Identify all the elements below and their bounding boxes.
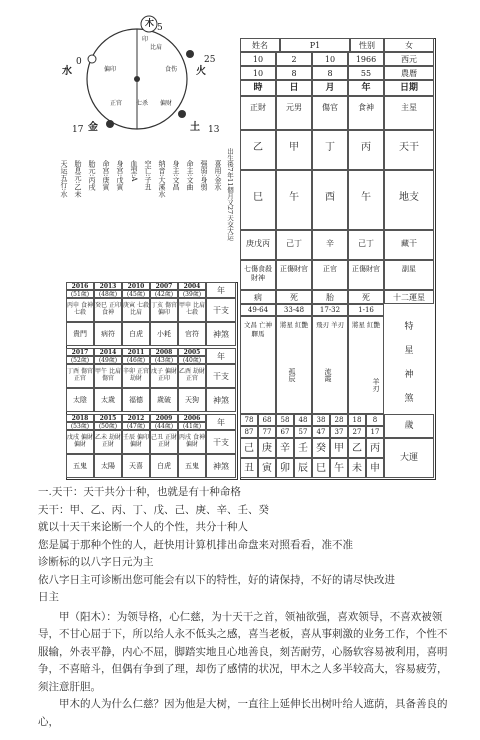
- annual-ganzhi: 丙戌 食神 偏財: [178, 430, 206, 454]
- annual-year: 2016: [66, 282, 94, 290]
- chart-hidden-cell: 藏干: [384, 230, 434, 260]
- luck-branch: 辰: [294, 458, 312, 478]
- annual-age: (48歲): [94, 290, 122, 298]
- chart-stars-label: 神: [404, 370, 414, 380]
- info-col: 血型:A: [130, 160, 138, 182]
- luck-age: 58: [276, 414, 294, 426]
- luck-stem: 癸: [312, 438, 330, 458]
- annual-ganzhi: 癸巳 正印 食神: [94, 298, 122, 322]
- chart-god-cell: 正財: [240, 96, 276, 130]
- text-line: 就以十天干来论断一个人的个性，共分十种人: [38, 521, 248, 533]
- wheel-inner-label: 印: [142, 36, 149, 43]
- info-col: 胎息元:乙未: [74, 160, 82, 198]
- chart-hidden-cell: 己丁: [348, 230, 384, 260]
- annual-shensha: 福德: [122, 388, 150, 412]
- chart-branch-cell: 午: [276, 170, 312, 230]
- annual-shensha: 白虎: [150, 454, 178, 478]
- chart-row-cell: 農曆: [384, 66, 434, 80]
- luck-age: 8: [366, 414, 384, 426]
- chart-branch-cell: 地支: [384, 170, 434, 230]
- chart-god-cell: 傷官: [312, 96, 348, 130]
- wheel-inner-label: 偏财: [160, 100, 173, 107]
- wheel-inner-label: 七杀: [136, 100, 149, 107]
- annual-row-label: 干支: [206, 430, 236, 454]
- annual-row-label: 年: [206, 348, 236, 364]
- text-line: 依八字日主可诊断出您可能会有以下的特性，好的请保持，不好的请尽快改进: [38, 573, 395, 586]
- annual-shensha: 五鬼: [66, 454, 94, 478]
- chart-pillar-cell: 時: [240, 80, 276, 96]
- luck-year: 87: [240, 426, 258, 438]
- chart-pillar-cell: 日: [276, 80, 312, 96]
- annual-shensha: 貴門: [66, 322, 94, 346]
- annual-age: (44歲): [150, 422, 178, 430]
- annual-row-label: 神煞: [206, 322, 236, 346]
- wheel-element-fire: 火: [196, 66, 206, 77]
- luck-age: 68: [258, 414, 276, 426]
- chart-luck-label: 大運: [384, 438, 434, 478]
- chart-branch-cell: 午: [348, 170, 384, 230]
- annual-age: (42歲): [150, 290, 178, 298]
- annual-ganzhi: 甲申 比肩 七殺: [178, 298, 206, 322]
- luck-year: 67: [276, 426, 294, 438]
- chart-stem-cell: 乙: [240, 130, 276, 170]
- chart-stage-age: 17-32: [312, 304, 348, 316]
- chart-stars-label: 特: [404, 322, 414, 332]
- annual-ganzhi: 丁酉 傷官 正官: [66, 364, 94, 388]
- annual-shensha: 小耗: [150, 322, 178, 346]
- chart-vice-cell: 正傷財官: [348, 260, 384, 290]
- chart-vice-cell: 正傷財官: [276, 260, 312, 290]
- text-line: 天干：甲、乙、丙、丁、戊、己、庚、辛、壬、癸: [38, 503, 269, 516]
- chart-row-cell: 8: [312, 66, 348, 80]
- chart-pillar-cell: 日期: [384, 80, 434, 96]
- annual-shensha: 太陰: [66, 388, 94, 412]
- annual-year: 2010: [122, 282, 150, 290]
- chart-stage-age: 1-16: [348, 304, 384, 316]
- luck-branch: 丑: [240, 458, 258, 478]
- annual-age: (40歲): [178, 356, 206, 364]
- chart-stage-age: 33-48: [276, 304, 312, 316]
- luck-year: 17: [366, 426, 384, 438]
- annual-shensha: 天狗: [178, 388, 206, 412]
- annual-year: 2015: [94, 414, 122, 422]
- annual-row-label: 年: [206, 282, 236, 298]
- chart-misc-star: 孤辰: [288, 368, 296, 382]
- annual-year: 2007: [150, 282, 178, 290]
- chart-stage-age: 49-64: [240, 304, 276, 316]
- info-col: 纳音:大溪水: [158, 160, 166, 198]
- annual-shensha: 五鬼: [178, 454, 206, 478]
- chart-stars-cell: 飛刃 羊刃: [312, 316, 348, 414]
- luck-year: 47: [312, 426, 330, 438]
- info-col: 空亡:子丑: [144, 160, 152, 191]
- annual-age: (41歲): [178, 422, 206, 430]
- chart-stage-cell: 死: [348, 290, 384, 304]
- luck-branch: 卯: [276, 458, 294, 478]
- annual-year: 2006: [178, 414, 206, 422]
- luck-stem: 甲: [330, 438, 348, 458]
- chart-stars-cell: 將星 紅艷: [276, 316, 312, 414]
- chart-vice-cell: 副星: [384, 260, 434, 290]
- annual-ganzhi: 庚寅 七殺 比肩: [122, 298, 150, 322]
- wheel-element-earth: 土: [190, 122, 200, 133]
- annual-ganzhi: 戊子 偏財 正印: [150, 364, 178, 388]
- annual-ganzhi: 壬辰 偏印 偏財: [122, 430, 150, 454]
- chart-stage-cell: 十二運星: [384, 290, 434, 304]
- chart-stem-cell: 甲: [276, 130, 312, 170]
- chart-yun-label: 歲: [384, 414, 434, 438]
- annual-age: (47歲): [122, 422, 150, 430]
- annual-shensha: 白虎: [122, 322, 150, 346]
- chart-hidden-cell: 己丁: [276, 230, 312, 260]
- wheel-element-metal: 金: [88, 122, 98, 133]
- annual-age: (46歲): [122, 356, 150, 364]
- info-col: 喜用:金水: [214, 160, 222, 191]
- annual-row-label: 干支: [206, 364, 236, 388]
- annual-row-label: 年: [206, 414, 236, 430]
- wheel-number: 5: [157, 23, 163, 33]
- info-columns: [60, 160, 220, 240]
- annual-ganzhi: 乙酉 劫財 正官: [178, 364, 206, 388]
- annual-ganzhi: 己丑 正財 正財: [150, 430, 178, 454]
- annual-year: 2018: [66, 414, 94, 422]
- chart-row-cell: 55: [348, 66, 384, 80]
- annual-age: (53歲): [66, 422, 94, 430]
- annual-age: (52歲): [66, 356, 94, 364]
- wheel-number: 17: [72, 125, 84, 135]
- annual-year: 2014: [94, 348, 122, 356]
- chart-misc-star: 流霞: [324, 368, 332, 382]
- luck-stem: 庚: [258, 438, 276, 458]
- info-col: 天运五行:水: [60, 160, 68, 198]
- chart-row-cell: 2: [276, 52, 312, 66]
- luck-year: 77: [258, 426, 276, 438]
- annual-year: 2009: [150, 414, 178, 422]
- chart-pillar-cell: 年: [348, 80, 384, 96]
- annual-shensha: 天喜: [122, 454, 150, 478]
- chart-row-cell: 10: [240, 52, 276, 66]
- annual-age: (45歲): [122, 290, 150, 298]
- chart-god-cell: 食神: [348, 96, 384, 130]
- chart-stage-cell: 死: [276, 290, 312, 304]
- info-col: 身主:文昌: [172, 160, 180, 191]
- chart-hidden-cell: 庚戊丙: [240, 230, 276, 260]
- luck-age: 28: [330, 414, 348, 426]
- annual-row-label: 神煞: [206, 454, 236, 478]
- luck-branch: 午: [330, 458, 348, 478]
- wheel-element-water: 水: [62, 66, 72, 77]
- luck-stem: 己: [240, 438, 258, 458]
- chart-stars-cell: 文昌 亡神 驛馬: [240, 316, 276, 414]
- annual-ganzhi: 辛卯 正官 劫財: [122, 364, 150, 388]
- chart-row-cell: 8: [276, 66, 312, 80]
- chart-pillar-cell: 月: [312, 80, 348, 96]
- text-line: 日主: [38, 591, 59, 603]
- chart-stars-label: 煞: [404, 394, 414, 404]
- luck-age: 48: [294, 414, 312, 426]
- chart-header-cell: 姓名: [240, 38, 280, 52]
- luck-branch: 寅: [258, 458, 276, 478]
- luck-stem: 乙: [348, 438, 366, 458]
- luck-stem: 辛: [276, 438, 294, 458]
- wheel-number: 13: [208, 125, 220, 135]
- annual-shensha: 太歲: [94, 388, 122, 412]
- info-col: 命宫:庚寅: [102, 160, 110, 191]
- luck-age: 38: [312, 414, 330, 426]
- wheel-number: 0: [76, 57, 82, 67]
- annual-ganzhi: 甲午 比肩 傷官: [94, 364, 122, 388]
- luck-age: 78: [240, 414, 258, 426]
- annual-row-label: 神煞: [206, 388, 236, 412]
- chart-stage-cell: 胎: [312, 290, 348, 304]
- annual-age: (43歲): [150, 356, 178, 364]
- text-line: 一.天干：天干共分十种，也就是有十种命格: [38, 486, 241, 498]
- dayun-start-note: 出生後7年11個月又27天交大运: [226, 148, 234, 241]
- annual-ganzhi: 丙申 食神 七殺: [66, 298, 94, 322]
- chart-stem-cell: 天干: [384, 130, 434, 170]
- wheel-inner-label: 食伤: [165, 66, 178, 73]
- chart-header-cell: 女: [384, 38, 434, 52]
- chart-stars-label: 星: [404, 346, 414, 356]
- info-col: 强弱:身弱: [200, 160, 208, 191]
- luck-branch: 巳: [312, 458, 330, 478]
- luck-year: 27: [348, 426, 366, 438]
- annual-year: 2004: [178, 282, 206, 290]
- annual-year: 2005: [178, 348, 206, 356]
- annual-row-label: 干支: [206, 298, 236, 322]
- luck-age: 18: [348, 414, 366, 426]
- luck-stem: 丙: [366, 438, 384, 458]
- annual-year: 2011: [122, 348, 150, 356]
- wheel-element-wood: 木: [145, 19, 155, 29]
- annual-year: 2017: [66, 348, 94, 356]
- luck-year: 37: [330, 426, 348, 438]
- chart-vice-cell: 正官: [312, 260, 348, 290]
- text-paragraph: 甲（阳木）：为领导格，心仁慈，为十天干之首，领袖欲强，喜欢领导，不喜欢被领导，不甘心屈于下，所以给人永不低头之感，喜当老板，喜从事刺激的业务工作，个性不服输，外表平静，内心不屈，脚踏实地且心地善良，刻苦耐劳，心肠软容易被利用，喜明争，不喜暗斗，但偶有争到了理，却伤了感情的状况，甲木之人多半较高大，容易疲劳，须注意肝胆。: [38, 610, 448, 693]
- chart-row-cell: 10: [312, 52, 348, 66]
- chart-branch-cell: 酉: [312, 170, 348, 230]
- wheel-number: 25: [204, 55, 216, 65]
- wheel-inner-label: 比肩: [150, 44, 163, 51]
- annual-ganzhi: 乙未 劫財 正財: [94, 430, 122, 454]
- info-col: 胎元:丙戌: [88, 160, 96, 191]
- info-col: 身宫:戊寅: [116, 160, 124, 191]
- chart-branch-cell: 巳: [240, 170, 276, 230]
- annual-shensha: 病符: [94, 322, 122, 346]
- chart-row-cell: 10: [240, 66, 276, 80]
- annual-year: 2013: [94, 282, 122, 290]
- text-line: 您是属于那种个性的人，赶快用计算机排出命盘来对照看看，准不准: [38, 538, 353, 551]
- annual-age: (49歲): [94, 356, 122, 364]
- annual-shensha: 歲破: [150, 388, 178, 412]
- chart-stem-cell: 丙: [348, 130, 384, 170]
- luck-year: 57: [294, 426, 312, 438]
- annual-shensha: 官符: [178, 322, 206, 346]
- luck-branch: 申: [366, 458, 384, 478]
- chart-row-cell: 西元: [384, 52, 434, 66]
- chart-god-cell: 主星: [384, 96, 434, 130]
- info-col: 命主:文曲: [186, 160, 194, 191]
- chart-god-cell: 元男: [276, 96, 312, 130]
- annual-year: 2008: [150, 348, 178, 356]
- text-paragraph: 甲木的人为什么仁慈？因为他是大树，一直往上延伸长出树叶给人遮荫，具备善良的心，: [38, 698, 448, 728]
- annual-age: (39歲): [178, 290, 206, 298]
- annual-ganzhi: 丁亥 傷官 偏印: [150, 298, 178, 322]
- chart-vice-cell: 七傷食殺財神: [240, 260, 276, 290]
- annual-ganzhi: 戊戌 偏財 偏財: [66, 430, 94, 454]
- luck-branch: 未: [348, 458, 366, 478]
- chart-stars-cell: 將星 紅艷: [348, 316, 384, 414]
- chart-row-cell: 1966: [348, 52, 384, 66]
- annual-age: (50歲): [94, 422, 122, 430]
- luck-stem: 壬: [294, 438, 312, 458]
- chart-stem-cell: 丁: [312, 130, 348, 170]
- annual-shensha: 太陽: [94, 454, 122, 478]
- wheel-inner-label: 偏印: [104, 66, 117, 73]
- chart-misc-star: 羊刃: [372, 378, 380, 392]
- text-line: 诊断标的以八字日元为主: [38, 556, 154, 568]
- annual-age: (51歲): [66, 290, 94, 298]
- chart-header-cell: 性别: [350, 38, 384, 52]
- chart-stage-cell: 病: [240, 290, 276, 304]
- article-text: [38, 484, 456, 731]
- chart-header-cell: P1: [280, 38, 350, 52]
- wheel-inner-label: 正官: [110, 100, 123, 107]
- annual-year: 2012: [122, 414, 150, 422]
- chart-hidden-cell: 辛: [312, 230, 348, 260]
